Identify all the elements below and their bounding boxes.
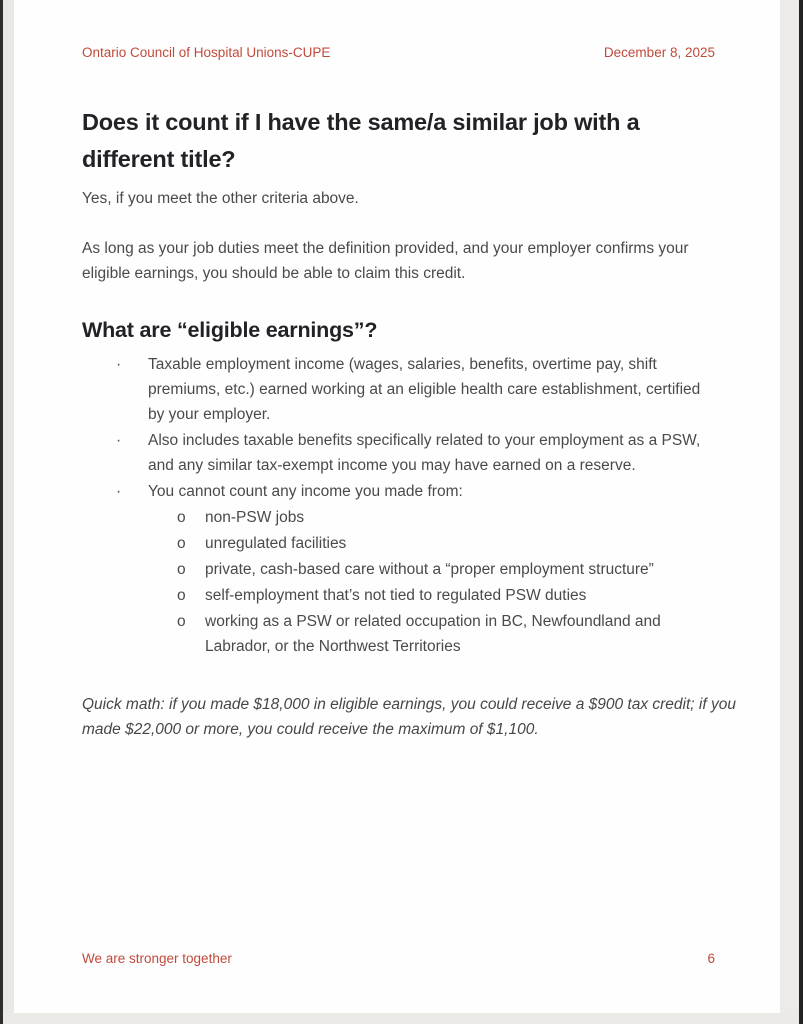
list-item bbox=[205, 609, 715, 659]
list-item bbox=[148, 428, 715, 478]
page-header bbox=[82, 44, 715, 62]
list-item-text: unregulated facilities bbox=[205, 535, 347, 552]
document-date: December 8, 2025 bbox=[603, 45, 715, 60]
list-item bbox=[148, 479, 715, 659]
page-edge-bottom bbox=[3, 1013, 799, 1024]
page-edge-right-shadow bbox=[799, 0, 803, 1024]
list-item-text: self-employment that’s not tied to regulated PSW duties bbox=[205, 587, 587, 604]
quick-math-note: Quick math: if you made $18,000 in eligible earnings, you could receive a $900 tax credit; if you made $22,000 or more, you could receive the maximum of $1,100. bbox=[82, 696, 736, 738]
list-item-text: Also includes taxable benefits specifically related to your employment as a PSW, and any similar tax-exempt income you may have earned on a reserve. bbox=[148, 432, 701, 474]
question-heading-similar-job: Does it count if I have the same/a similar job with a different title? bbox=[82, 109, 640, 172]
list-item bbox=[205, 531, 715, 556]
list-item bbox=[205, 583, 715, 608]
excluded-income-list bbox=[148, 505, 715, 659]
list-item bbox=[148, 352, 715, 427]
footer-tagline: We are stronger together bbox=[82, 951, 232, 966]
list-item-text: Taxable employment income (wages, salaries, benefits, overtime pay, shift premiums, etc.) earned working at an eligible health care establishment, certified by your employer. bbox=[148, 356, 701, 423]
page-edge-left bbox=[3, 0, 14, 1024]
list-item-text: working as a PSW or related occupation in BC, Newfoundland and Labrador, or the Northwest Territories bbox=[205, 613, 661, 655]
page-number: 6 bbox=[707, 951, 715, 966]
page-edge-right bbox=[780, 0, 799, 1024]
page-edge-left-shadow bbox=[0, 0, 3, 1024]
list-item bbox=[205, 505, 715, 530]
list-item-text: private, cash-based care without a “proper employment structure” bbox=[205, 561, 654, 578]
list-item-text: You cannot count any income you made from: bbox=[148, 483, 463, 500]
organization-name: Ontario Council of Hospital Unions-CUPE bbox=[82, 45, 331, 60]
list-item-text: non-PSW jobs bbox=[205, 509, 305, 526]
answer-paragraph: As long as your job duties meet the definition provided, and your employer confirms your eligible earnings, you should be able to claim this credit. bbox=[82, 240, 689, 282]
page-footer bbox=[82, 950, 715, 968]
question-heading-eligible-earnings: What are “eligible earnings”? bbox=[82, 318, 378, 342]
eligible-earnings-list bbox=[82, 352, 715, 659]
list-item bbox=[205, 557, 715, 582]
answer-lead: Yes, if you meet the other criteria above. bbox=[82, 190, 359, 207]
page-content bbox=[82, 0, 736, 742]
